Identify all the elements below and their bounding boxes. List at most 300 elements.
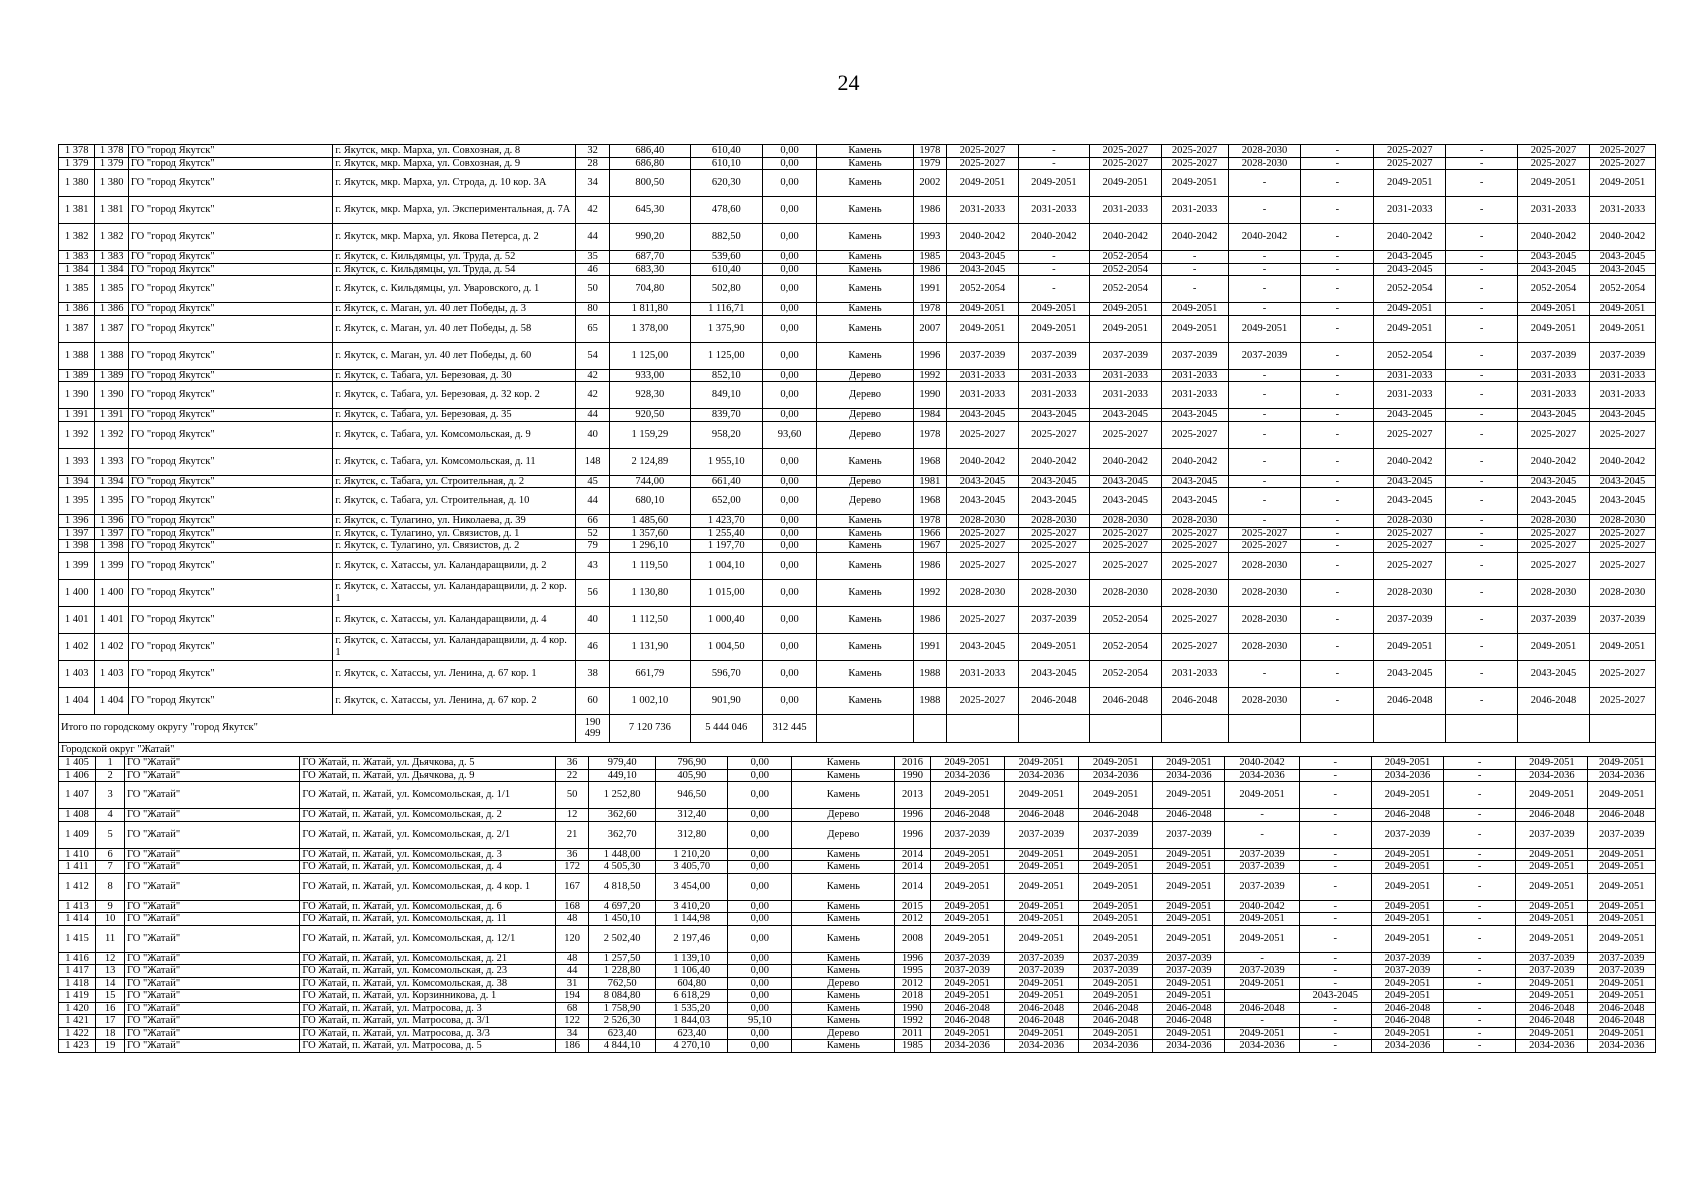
table-cell: 0,00 [762,369,817,382]
table-cell: 645,30 [609,197,690,224]
table-cell: 1 955,10 [690,448,762,475]
table-cell: 2040-2042 [1225,757,1299,770]
table-cell: 1 381 [59,197,95,224]
table-cell: 1978 [913,303,946,316]
table-cell: 0,00 [762,687,817,714]
table-cell: 2049-2051 [1079,873,1153,900]
table-cell: 1978 [913,421,946,448]
table-cell: 2037-2039 [1588,821,1656,848]
table-cell: 2049-2051 [1371,913,1443,926]
table-cell: 1 004,10 [690,552,762,579]
table-cell: 1 389 [95,369,128,382]
table-cell: 36 [556,848,589,861]
table-cell: - [1301,197,1374,224]
table-cell: 2046-2048 [1588,1015,1656,1028]
table-cell: 2046-2048 [1004,1002,1078,1015]
table-cell: 2049-2051 [930,925,1004,952]
table-cell: 2028-2030 [1228,145,1301,158]
table-cell: 0,00 [762,660,817,687]
table-cell: 2049-2051 [1588,757,1656,770]
table-cell: 54 [576,342,609,369]
table-cell: 1 402 [95,633,128,660]
table-cell: - [1446,515,1518,528]
table-cell: 0,00 [762,224,817,251]
table-cell: г. Якутск, с. Кильдямцы, ул. Труда, д. 52 [333,251,576,264]
table-cell: - [1301,540,1374,553]
table-cell: 1 387 [95,315,128,342]
table-cell: 1 411 [59,861,96,874]
table-cell: 1 119,50 [609,552,690,579]
table-cell: 2025-2027 [1589,540,1655,553]
table-cell: 15 [96,990,125,1003]
table-cell: 44 [556,965,589,978]
table-cell: - [1446,157,1518,170]
table-cell: 2037-2039 [1225,873,1299,900]
table-cell: 0,00 [762,157,817,170]
table-cell: 1 758,90 [589,1002,656,1015]
table-cell: - [1018,145,1089,158]
table-cell: 3 405,70 [656,861,728,874]
table-cell: 1 403 [95,660,128,687]
table-row [59,515,1656,528]
table-cell: 1 844,03 [656,1015,728,1028]
table-row [59,1002,1656,1015]
table-cell: 2031-2033 [1161,369,1228,382]
table-cell: 16 [96,1002,125,1015]
table-cell: 0,00 [762,633,817,660]
table-cell: 0,00 [762,409,817,422]
table-row [59,369,1656,382]
table-cell: 652,00 [690,488,762,515]
table-cell: 2049-2051 [1516,1027,1588,1040]
table-cell: 1 406 [59,769,96,782]
table-cell: Камень [817,224,913,251]
table-cell [1225,990,1299,1003]
table-cell: 2049-2051 [1516,977,1588,990]
table-cell: 1 385 [59,276,95,303]
table-cell: 1988 [913,687,946,714]
table-cell: 1 379 [95,157,128,170]
table-cell: - [1446,382,1518,409]
table-cell: 2049-2051 [1153,873,1225,900]
table-cell: ГО "город Якутск" [128,475,333,488]
table-cell: 1979 [913,157,946,170]
table-row [59,809,1656,822]
table-cell: - [1446,145,1518,158]
table-cell: - [1228,263,1301,276]
table-cell: - [1228,197,1301,224]
table-cell: Камень [792,965,895,978]
table-cell: 2049-2051 [1079,925,1153,952]
table-cell: Камень [792,1002,895,1015]
table-cell: 1 125,00 [609,342,690,369]
table-cell: 2028-2030 [1518,515,1590,528]
table-cell: 683,30 [609,263,690,276]
page-number: 24 [837,70,860,95]
table-cell: 2049-2051 [1371,782,1443,809]
table-cell: - [1446,224,1518,251]
table-cell: 2052-2054 [1089,606,1161,633]
table-cell: 1 409 [59,821,96,848]
table-cell: - [1301,276,1374,303]
table-cell: г. Якутск, мкр. Марха, ул. Экспериментальная, д. 7А [333,197,576,224]
table-cell: 2031-2033 [1018,197,1089,224]
table-cell: 2028-2030 [1228,633,1301,660]
table-cell: 1 380 [95,170,128,197]
table-row [59,633,1656,660]
table-cell: г. Якутск, с. Тулагино, ул. Связистов, д. 2 [333,540,576,553]
table-cell: 9 [96,900,125,913]
table-cell: - [1299,900,1371,913]
table-cell: 2049-2051 [1153,977,1225,990]
table-cell: - [1225,952,1299,965]
table-cell: 18 [96,1027,125,1040]
table-cell: - [1446,606,1518,633]
table-cell: 2040-2042 [1161,448,1228,475]
table-cell: ГО "Жатай" [125,861,300,874]
table-cell: Дерево [792,1027,895,1040]
table-cell: 1 404 [95,687,128,714]
table-cell: - [1444,821,1516,848]
table-cell: 17 [96,1015,125,1028]
table-cell: Дерево [817,369,913,382]
table-cell: - [1228,660,1301,687]
table-cell: - [1228,448,1301,475]
table-cell: ГО "Жатай" [125,809,300,822]
table-cell: 2025-2027 [947,606,1019,633]
table-row [59,1040,1656,1053]
table-cell: 0,00 [728,1002,792,1015]
table-cell: 2049-2051 [1004,757,1078,770]
table-cell: 2031-2033 [1374,369,1446,382]
table-cell: - [1161,276,1228,303]
table-cell: 1992 [913,579,946,606]
table-cell: 43 [576,552,609,579]
table-cell: г. Якутск, с. Маган, ул. 40 лет Победы, д. 58 [333,315,576,342]
table-cell: 2037-2039 [930,952,1004,965]
table-cell: - [1446,540,1518,553]
table-cell: 2031-2033 [1374,382,1446,409]
table-cell: 10 [96,913,125,926]
table-cell: ГО "город Якутск" [128,448,333,475]
table-cell: 2046-2048 [1018,687,1089,714]
table-cell: 1988 [913,660,946,687]
table-cell: 2016 [895,757,930,770]
table-cell: Камень [792,873,895,900]
table-cell: 93,60 [762,421,817,448]
table-cell: 1 399 [59,552,95,579]
table-cell: 2028-2030 [1589,515,1655,528]
table-cell: 1 131,90 [609,633,690,660]
table-row [59,342,1656,369]
table-cell: - [1446,579,1518,606]
table-cell: 2028-2030 [1228,157,1301,170]
table-row [59,606,1656,633]
table-cell: 31 [556,977,589,990]
table-cell: 1 382 [59,224,95,251]
table-cell: 2028-2030 [1018,579,1089,606]
table-cell: 40 [576,421,609,448]
table-cell: 2 [96,769,125,782]
table-cell: 1 130,80 [609,579,690,606]
table-cell: 2 502,40 [589,925,656,952]
table-cell: г. Якутск, с. Хатассы, ул. Каландаращвили, д. 4 кор. 1 [333,633,576,660]
table-cell: - [1446,369,1518,382]
empty-cell [1018,714,1089,742]
table-cell: - [1299,809,1371,822]
table-cell: 1 139,10 [656,952,728,965]
table-cell: - [1444,913,1516,926]
table-cell: 2012 [895,977,930,990]
table-cell: Камень [792,990,895,1003]
table-cell: 2037-2039 [1079,952,1153,965]
table-cell: 6 [96,848,125,861]
table-cell: 2025-2027 [947,157,1019,170]
table-cell: - [1299,965,1371,978]
table-cell: 1996 [895,952,930,965]
table-cell: 21 [556,821,589,848]
table-cell: 1 386 [59,303,95,316]
table-cell: 928,30 [609,382,690,409]
table-cell: 852,10 [690,369,762,382]
table-cell: 2046-2048 [1079,809,1153,822]
table-cell: 1 412 [59,873,96,900]
table-row [59,757,1656,770]
table-cell: - [1301,157,1374,170]
table-cell: 2025-2027 [1018,421,1089,448]
table-yakutsk [58,144,1656,743]
table-cell: 0,00 [762,342,817,369]
table-cell: - [1301,342,1374,369]
table-cell: 2049-2051 [930,873,1004,900]
table-cell: 686,80 [609,157,690,170]
table-cell: 1 398 [59,540,95,553]
table-cell: 1996 [913,342,946,369]
table-cell: - [1301,303,1374,316]
table-cell: 0,00 [728,952,792,965]
table-cell: 2025-2027 [1589,660,1655,687]
table-cell: 2025-2027 [1161,552,1228,579]
table-cell: 2049-2051 [1079,900,1153,913]
table-cell: 2043-2045 [1518,475,1590,488]
table-cell: 2014 [895,848,930,861]
table-cell: 2028-2030 [1089,515,1161,528]
table-cell: 2043-2045 [1589,263,1655,276]
table-cell: 1 390 [59,382,95,409]
table-cell: 2049-2051 [1153,1027,1225,1040]
table-cell: 2034-2036 [930,769,1004,782]
table-cell: 50 [576,276,609,303]
empty-cell [947,714,1019,742]
table-cell: 2037-2039 [1225,848,1299,861]
table-cell: 1 423,70 [690,515,762,528]
table-cell: 2049-2051 [1004,1027,1078,1040]
table-cell: 1 403 [59,660,95,687]
table-cell: 19 [96,1040,125,1053]
table-cell: 2043-2045 [1018,488,1089,515]
table-cell: 2031-2033 [1589,197,1655,224]
table-cell: 2043-2045 [1518,660,1590,687]
table-cell: 1966 [913,527,946,540]
table-cell: - [1444,952,1516,965]
table-cell: 34 [556,1027,589,1040]
empty-cell [1589,714,1655,742]
table-cell: 2028-2030 [1161,515,1228,528]
table-cell: 2025-2027 [1589,145,1655,158]
table-cell: 122 [556,1015,589,1028]
table-cell: Камень [817,606,913,633]
table-cell: 68 [556,1002,589,1015]
table-cell: 2043-2045 [1518,488,1590,515]
table-cell: - [1301,552,1374,579]
table-cell: - [1444,782,1516,809]
table-cell: Камень [792,925,895,952]
table-cell: 623,40 [589,1027,656,1040]
table-cell: ГО "город Якутск" [128,527,333,540]
table-cell: 2043-2045 [947,633,1019,660]
table-cell: 2014 [895,873,930,900]
table-cell: 2049-2051 [1516,848,1588,861]
table-cell: 2007 [913,315,946,342]
table-cell: 2043-2045 [1161,475,1228,488]
table-cell: 1 296,10 [609,540,690,553]
table-cell: 0,00 [762,488,817,515]
table-cell: 2049-2051 [1153,848,1225,861]
table-cell: 2049-2051 [1161,315,1228,342]
table-cell: - [1228,170,1301,197]
table-row [59,977,1656,990]
table-cell: 1986 [913,263,946,276]
table-cell: ГО "Жатай" [125,1040,300,1053]
table-cell: 2031-2033 [1518,382,1590,409]
table-cell: ГО "город Якутск" [128,197,333,224]
table-cell: 2028-2030 [1018,515,1089,528]
table-cell: 0,00 [728,873,792,900]
empty-cell [817,714,913,742]
table-cell: - [1299,769,1371,782]
table-cell: 1 252,80 [589,782,656,809]
table-cell: 2049-2051 [1004,977,1078,990]
table-cell: 1 448,00 [589,848,656,861]
table-cell: 2025-2027 [1374,157,1446,170]
table-cell: - [1018,251,1089,264]
table-cell: ГО Жатай, п. Жатай, ул. Матросова, д. 5 [300,1040,556,1053]
table-cell: ГО Жатай, п. Жатай, ул. Комсомольская, д. 38 [300,977,556,990]
table-cell: 0,00 [728,913,792,926]
table-cell: ГО "город Якутск" [128,263,333,276]
table-cell: 2043-2045 [1374,475,1446,488]
table-cell: 1 392 [59,421,95,448]
table-cell: 2025-2027 [1161,145,1228,158]
table-row [59,873,1656,900]
table-cell: 901,90 [690,687,762,714]
table-cell: 539,60 [690,251,762,264]
table-cell: г. Якутск, с. Табага, ул. Березовая, д. 35 [333,409,576,422]
table-cell: 2046-2048 [1516,1015,1588,1028]
table-cell: 2046-2048 [1588,809,1656,822]
table-cell: 2025-2027 [1161,421,1228,448]
table-cell: ГО "город Якутск" [128,687,333,714]
table-cell: 2025-2027 [1161,157,1228,170]
table-cell: 1 375,90 [690,315,762,342]
table-cell: Камень [817,263,913,276]
table-row [59,276,1656,303]
table-cell: 1 811,80 [609,303,690,316]
table-cell: 2049-2051 [1516,873,1588,900]
table-cell: - [1446,409,1518,422]
table-cell: г. Якутск, мкр. Марха, ул. Совхозная, д. 8 [333,145,576,158]
table-cell: 2049-2051 [1004,913,1078,926]
table-cell: 2034-2036 [1225,769,1299,782]
table-cell: 2043-2045 [1374,263,1446,276]
total-value: 190 499 [576,714,609,742]
table-row [59,1015,1656,1028]
table-cell: 2037-2039 [1018,606,1089,633]
total-value: 312 445 [762,714,817,742]
table-cell: ГО "город Якутск" [128,660,333,687]
table-cell: Камень [817,660,913,687]
table-cell: 2049-2051 [930,1027,1004,1040]
table-cell: 2011 [895,1027,930,1040]
table-cell: - [1299,977,1371,990]
table-cell: - [1446,527,1518,540]
total-row [59,714,1656,742]
table-cell: 12 [556,809,589,822]
table-cell: - [1018,263,1089,276]
table-cell: 2046-2048 [1516,1002,1588,1015]
table-cell: Камень [817,145,913,158]
table-cell: ГО Жатай, п. Жатай, ул. Комсомольская, д. 23 [300,965,556,978]
table-cell: 2025-2027 [1089,527,1161,540]
table-cell: 1 400 [59,579,95,606]
table-cell: 2028-2030 [1589,579,1655,606]
table-cell: 661,40 [690,475,762,488]
table-cell: Камень [817,303,913,316]
table-cell: 2043-2045 [1018,475,1089,488]
table-cell: 0,00 [762,276,817,303]
table-cell: 2012 [895,913,930,926]
table-cell: 2040-2042 [1089,448,1161,475]
table-cell: 2043-2045 [1161,488,1228,515]
table-row [59,409,1656,422]
table-cell: 1 417 [59,965,96,978]
table-cell: - [1228,515,1301,528]
table-cell: 1 257,50 [589,952,656,965]
table-cell: ГО Жатай, п. Жатай, ул. Корзинникова, д. 1 [300,990,556,1003]
table-cell: 2049-2051 [1588,848,1656,861]
table-cell: 1 388 [59,342,95,369]
table-cell: 2043-2045 [1018,660,1089,687]
table-cell: 2025-2027 [1161,606,1228,633]
table-cell: 2049-2051 [1589,315,1655,342]
table-cell: 2040-2042 [1518,448,1590,475]
table-cell: 2025-2027 [1589,552,1655,579]
table-cell: 687,70 [609,251,690,264]
table-cell: Камень [817,540,913,553]
table-cell: 65 [576,315,609,342]
table-cell: - [1301,515,1374,528]
table-cell: 0,00 [762,382,817,409]
table-cell: 172 [556,861,589,874]
table-cell: 2025-2027 [1518,157,1590,170]
table-cell: 2046-2048 [1153,809,1225,822]
table-cell: 1 401 [95,606,128,633]
table-cell: 2031-2033 [1089,369,1161,382]
table-cell: ГО "город Якутск" [128,170,333,197]
table-cell: 2043-2045 [1374,488,1446,515]
table-cell: 0,00 [728,925,792,952]
table-cell: Камень [817,448,913,475]
